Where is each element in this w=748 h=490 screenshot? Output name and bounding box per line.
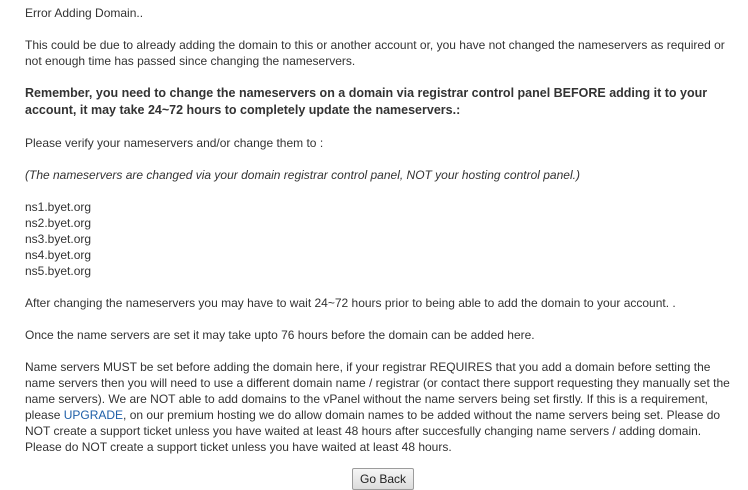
verify-text: Please verify your nameservers and/or change them to : bbox=[25, 136, 324, 150]
requirements-text bbox=[25, 359, 741, 455]
requirements-text-part2: , on our premium hosting we do allow domain names to be added without the name servers being set. Please do NOT create a support ticket unless you have waited at least 48 hours after succesfully changing name servers / adding domain. Please do NOT create a support ticket unless you have waited at least 48 hours. bbox=[25, 408, 721, 454]
go-back-button[interactable]: Go Back bbox=[352, 468, 414, 490]
upgrade-link[interactable]: UPGRADE bbox=[63, 408, 124, 422]
requirements-text-part1: Name servers MUST be set before adding the domain here, if your registrar REQUIRES that you add a domain before setting the name servers then you will need to use a different domain name / registrar (or contact there support requesting they manually set the name servers). We are NOT able to add domains to the vPanel without the name servers being set firstly. If this is a requirement, please bbox=[25, 360, 730, 422]
propagation-notice: Once the name servers are set it may take upto 76 hours before the domain can be added here. bbox=[25, 328, 535, 342]
error-page bbox=[25, 5, 741, 490]
button-row bbox=[25, 468, 741, 490]
nameserver-item: ns2.byet.org bbox=[25, 216, 92, 230]
nameserver-item: ns3.byet.org bbox=[25, 232, 92, 246]
intro-text: This could be due to already adding the domain to this or another account or, you have not changed the nameservers as required or not enough time has passed since changing the nameservers. bbox=[25, 38, 725, 68]
error-title: Error Adding Domain.. bbox=[25, 6, 144, 20]
nameserver-item: ns1.byet.org bbox=[25, 200, 92, 214]
nameserver-item: ns4.byet.org bbox=[25, 248, 92, 262]
wait-notice: After changing the nameservers you may have to wait 24~72 hours prior to being able to add the domain to your account. . bbox=[25, 296, 676, 310]
remember-notice: Remember, you need to change the nameservers on a domain via registrar control panel BEFORE adding it to your account, it may take 24~72 hours to completely update the nameservers.: bbox=[25, 86, 708, 117]
nameserver-item: ns5.byet.org bbox=[25, 264, 92, 278]
registrar-note: (The nameservers are changed via your domain registrar control panel, NOT your hosting control panel.) bbox=[25, 168, 580, 182]
nameserver-list bbox=[25, 199, 741, 279]
